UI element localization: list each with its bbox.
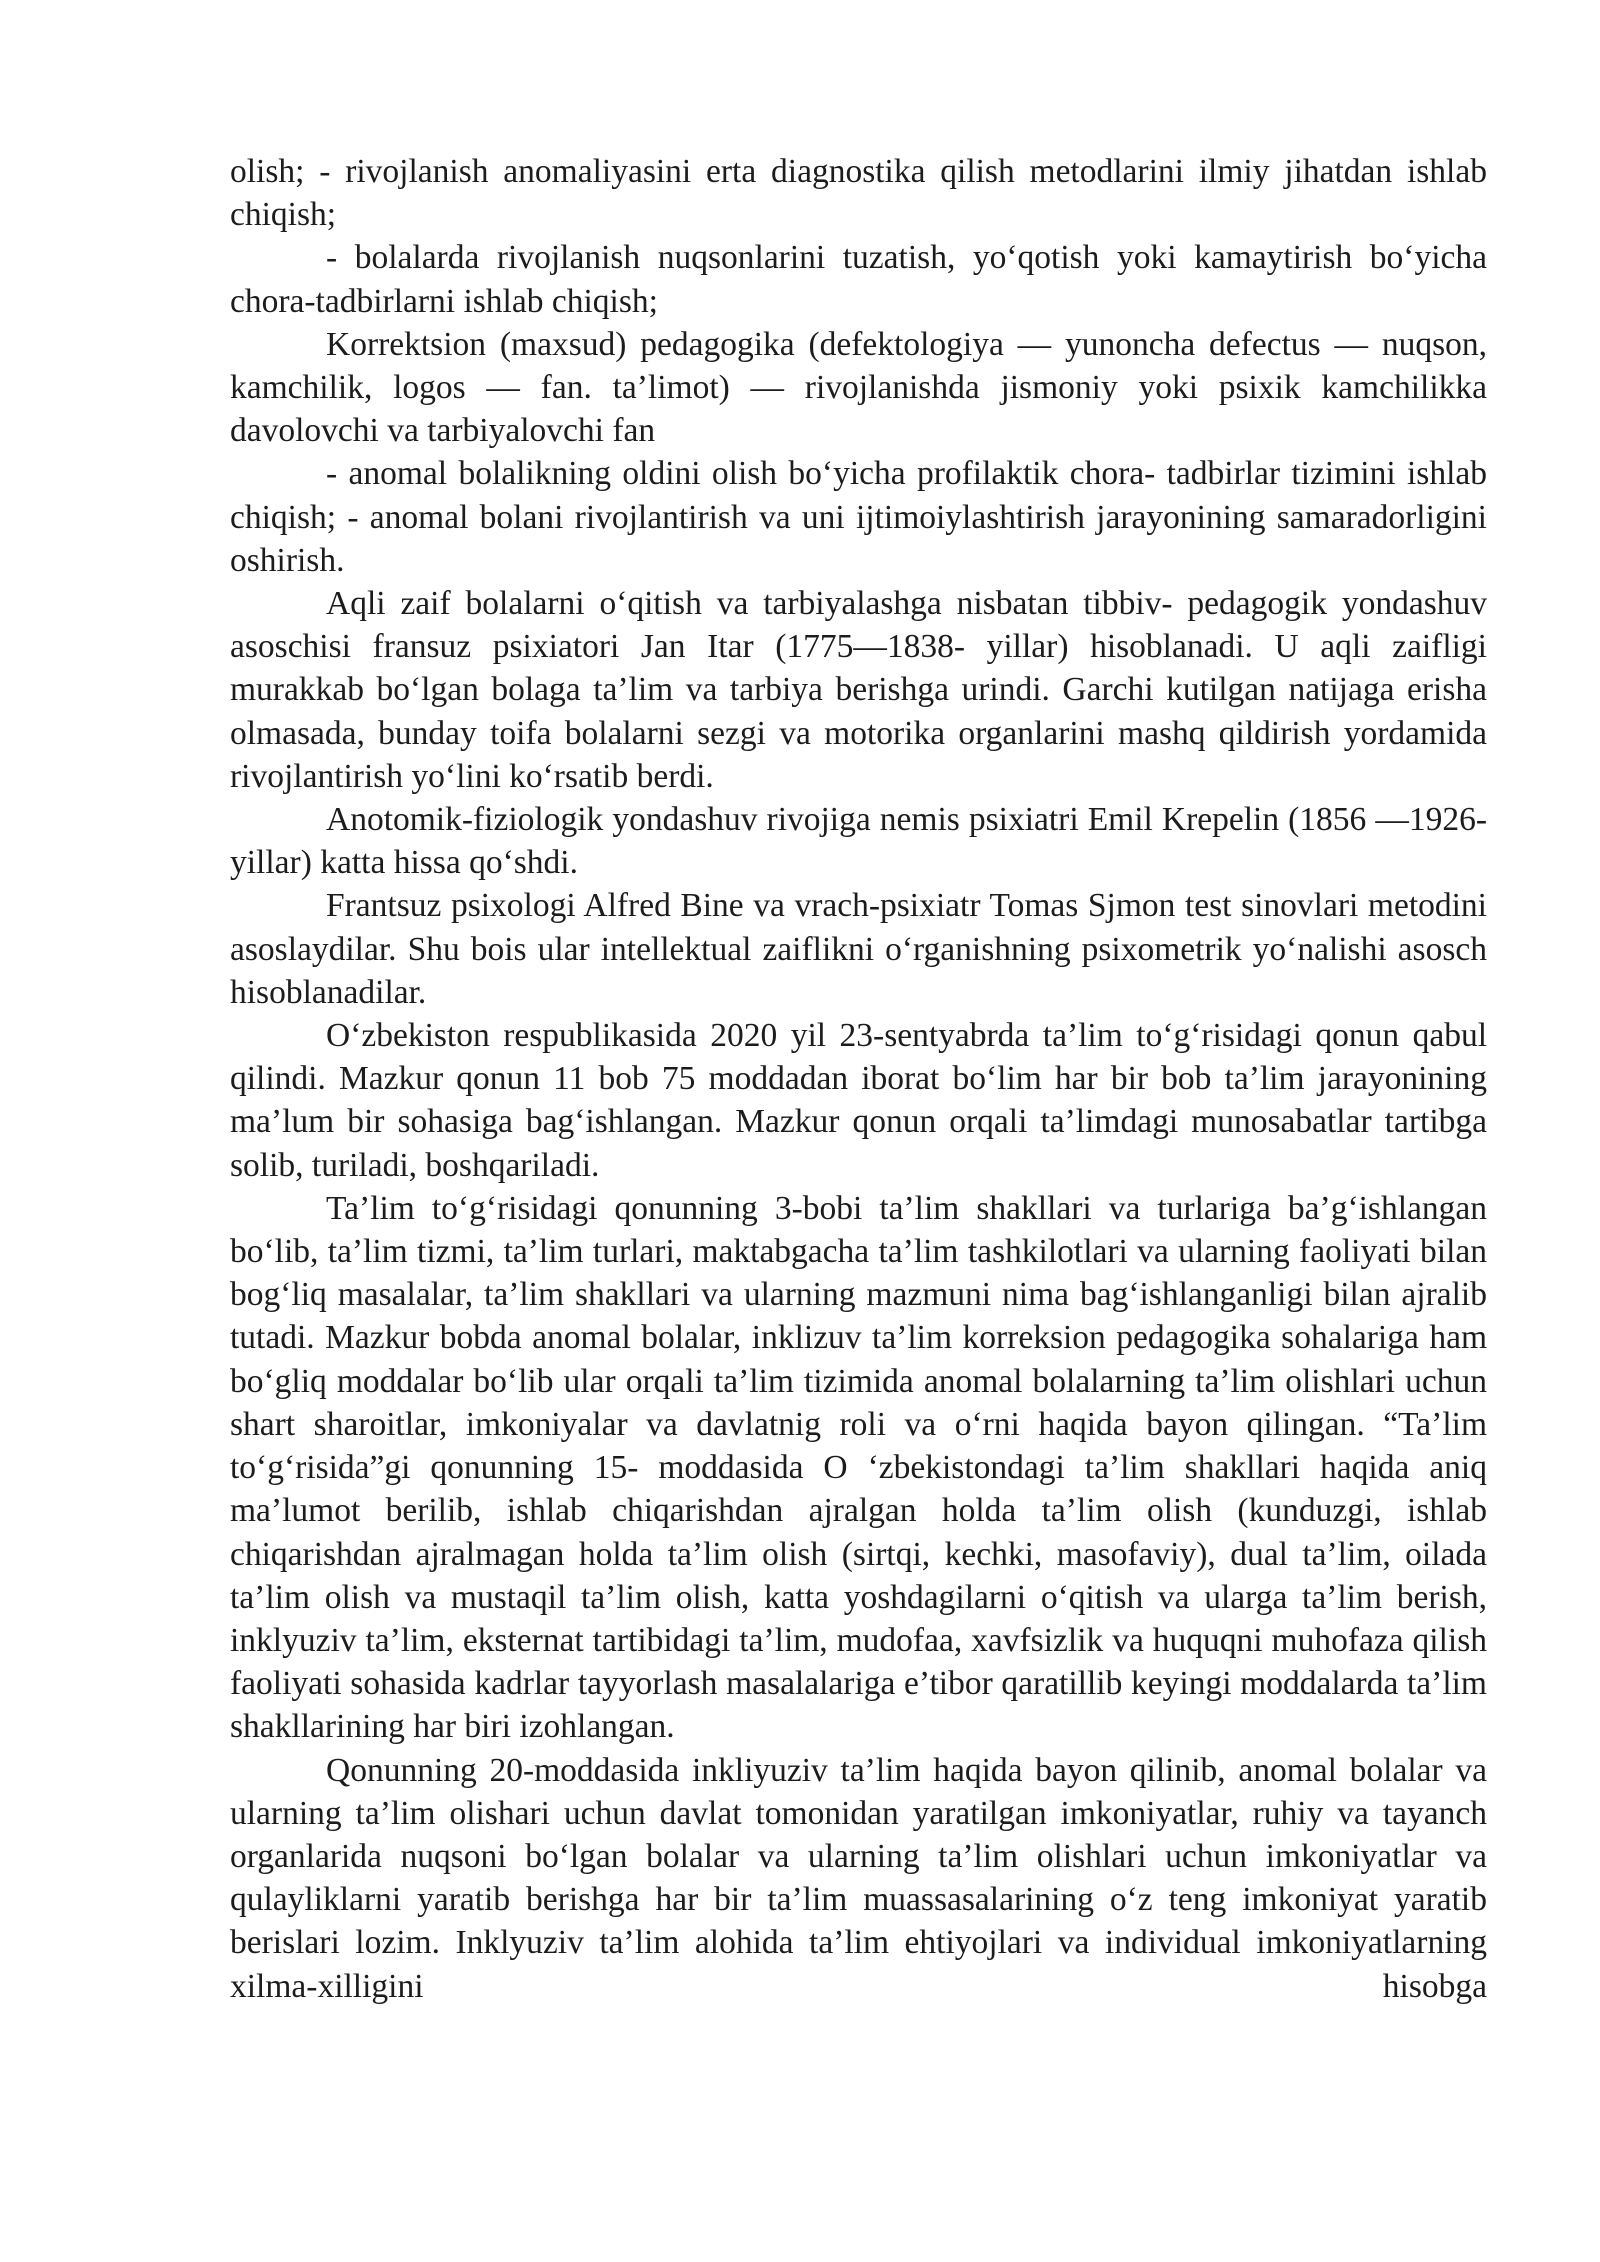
paragraph-9: Ta’lim to‘g‘risidagi qonunning 3-bobi ta’lim shakllari va turlariga ba’g‘ishlangan bo‘lib, ta’lim tizmi, ta’lim turlari, maktabgacha ta’lim tashkilotlari va ularning faoliyati bilan bog‘liq masalalar, ta’lim shakllari va ularning mazmuni nima bag‘ishlanganligi bilan ajralib tutadi. Mazkur bobda anomal bolalar, inklizuv ta’lim korreksion pedagogika sohalariga ham bo‘gliq moddalar bo‘lib ular orqali ta’lim tizimida anomal bolalarning ta’lim olishlari uchun shart sharoitlar, imkoniyalar va davlatnig roli va o‘rni haqida bayon qilingan. “Ta’lim to‘g‘risida”gi qonunning 15- moddasida O ‘zbekistondagi ta’lim shakllari haqida aniq ma’lumot berilib, ishlab chiqarishdan ajralgan holda ta’lim olish (kunduzgi, ishlab chiqarishdan ajralmagan holda ta’lim olish (sirtqi, kechki, masofaviy), dual ta’lim, oilada ta’lim olish va mustaqil ta’lim olish, katta yoshdagilarni o‘qitish va ularga ta’lim berish, inklyuziv ta’lim, eksternat tartibidagi ta’lim, mudofaa, xavfsizlik va huquqni muhofaza qilish faoliyati sohasida kadrlar tayyorlash masalalariga e’tibor qaratillib keyingi moddalarda ta’lim shakllarining har biri izohlangan. <box>230 1189 1487 1746</box>
paragraph-5: Aqli zaif bolalarni o‘qitish va tarbiyalashga nisbatan tibbiv- pedagogik yondashuv asoschisi fransuz psixiatori Jan Itar (1775—1838- yillar) hisoblanadi. U aqli zaifligi murakkab bo‘lgan bolaga ta’lim va tarbiya berishga urindi. Garchi kutilgan natijaga erisha olmasada, bunday toifa bolalarni sezgi va motorika organlarini mashq qildirish yordamida rivojlantirish yo‘lini ko‘rsatib berdi. <box>230 585 1487 795</box>
paragraph-3: Korrektsion (maxsud) pedagogika (defektologiya — yunoncha defectus — nuqson, kamchilik, logos — fan. ta’limot) — rivojlanishda jismoniy yoki psixik kamchilikka davolovchi va tarbiyalovchi fan <box>230 325 1487 450</box>
document-page <box>230 150 1487 2008</box>
paragraph-10: Qonunning 20-moddasida inkliyuziv ta’lim haqida bayon qilinib, anomal bolalar va ularning ta’lim olishari uchun davlat tomonidan yaratilgan imkoniyatlar, ruhiy va tayanch organlarida nuqsoni bo‘lgan bolalar va ularning ta’lim olishlari uchun imkoniyatlar va qulayliklarni yaratib berishga har bir ta’lim muassasalarining o‘z teng imkoniyat yaratib berislari lozim. Inklyuziv ta’lim alohida ta’lim ehtiyojlari va individual imkoniyatlarning xilma-xilligini hisobga <box>230 1751 1487 2005</box>
paragraph-1: olish; - rivojlanish anomaliyasini erta diagnostika qilish metodlarini ilmiy jihatdan ishlab chiqish; <box>230 153 1487 234</box>
paragraph-2: - bolalarda rivojlanish nuqsonlarini tuzatish, yo‘qotish yoki kamaytirish bo‘yicha chora-tadbirlarni ishlab chiqish; <box>230 239 1487 320</box>
paragraph-8: O‘zbekiston respublikasida 2020 yil 23-sentyabrda ta’lim to‘g‘risidagi qonun qabul qilindi. Mazkur qonun 11 bob 75 moddadan iborat bo‘lim har bir bob ta’lim jarayonining ma’lum bir sohasiga bag‘ishlangan. Mazkur qonun orqali ta’limdagi munosabatlar tartibga solib, turiladi, boshqariladi. <box>230 1017 1487 1184</box>
paragraph-6: Anotomik-fiziologik yondashuv rivojiga nemis psixiatri Emil Krepelin (1856 —1926-yillar) katta hissa qo‘shdi. <box>230 801 1487 882</box>
paragraph-7: Frantsuz psixologi Alfred Bine va vrach-psixiatr Tomas Sjmon test sinovlari metodini asoslaydilar. Shu bois ular intellektual zaiflikni o‘rganishning psixometrik yo‘nalishi asosch hisoblanadilar. <box>230 887 1487 1011</box>
paragraph-4: - anomal bolalikning oldini olish bo‘yicha profilaktik chora- tadbirlar tizimini ishlab chiqish; - anomal bolani rivojlantirish va uni ijtimoiylashtirish jarayonining samaradorligini oshirish. <box>230 455 1487 579</box>
